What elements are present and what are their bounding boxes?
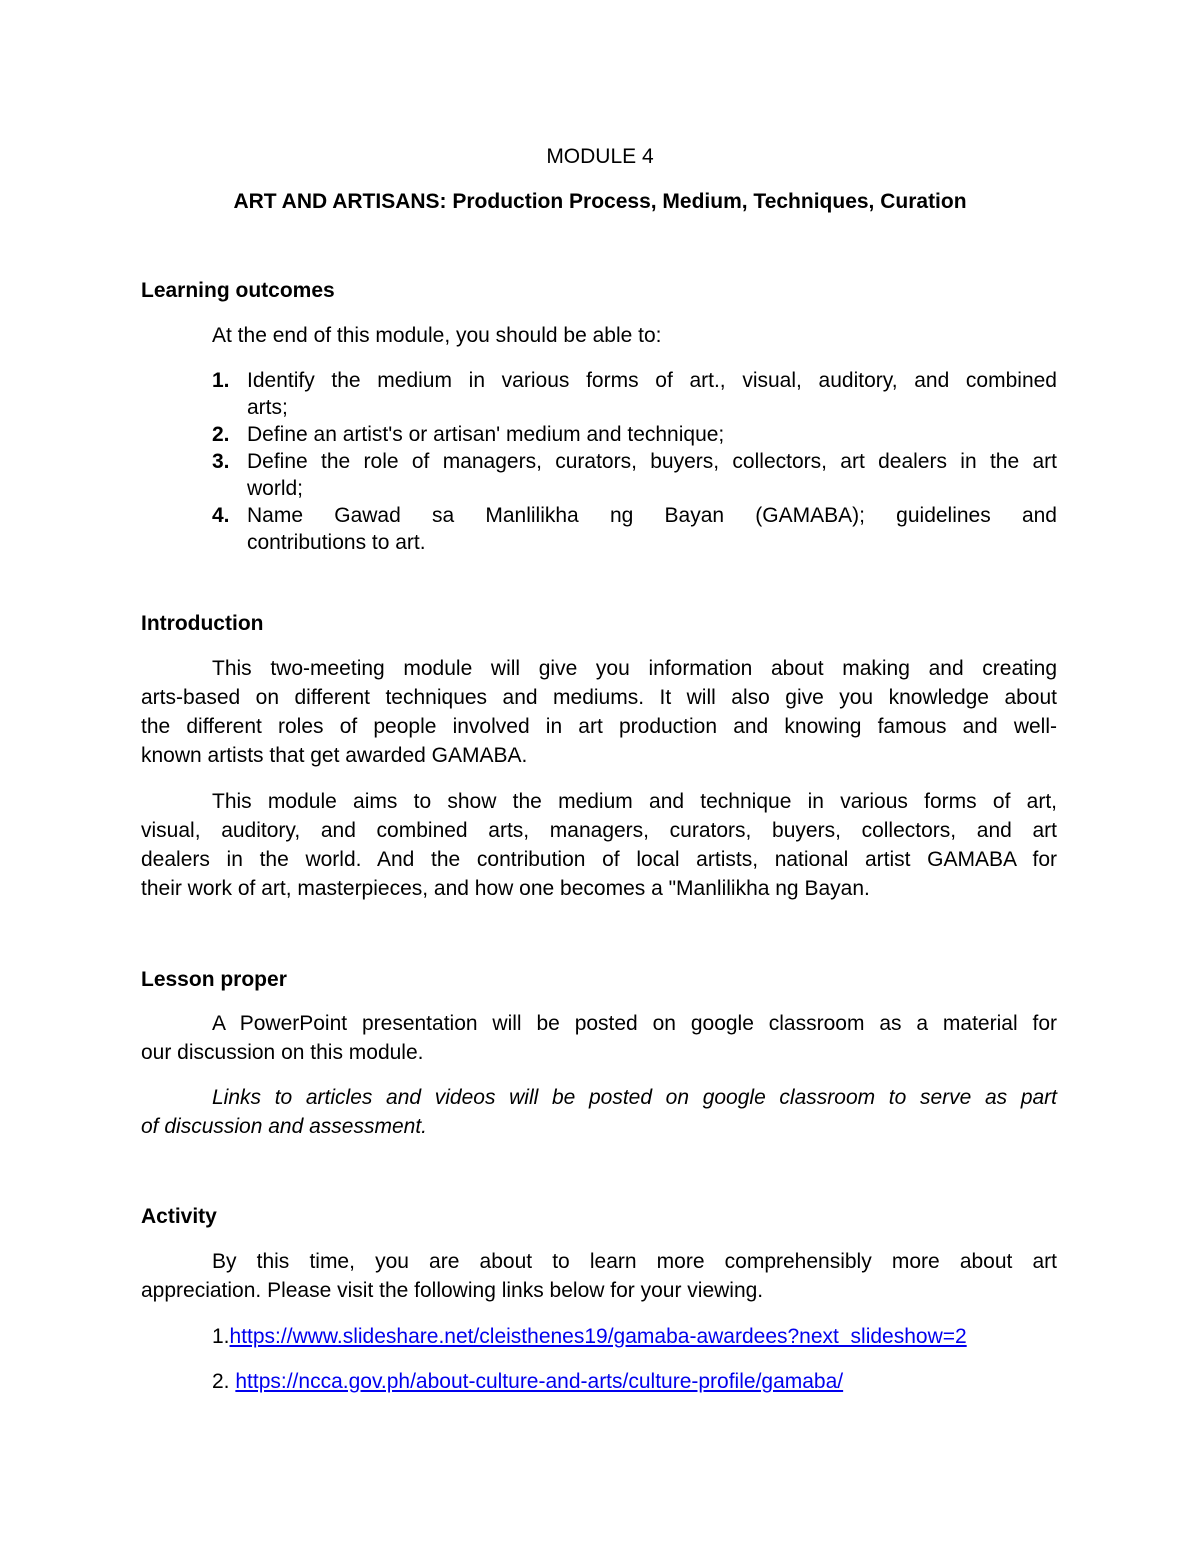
outcome-line: Define an artist's or artisan' medium and technique; xyxy=(247,423,725,446)
paragraph-line: A PowerPoint presentation will be posted on google classroom as a material for xyxy=(212,1012,1057,1035)
outcome-item xyxy=(247,421,1057,448)
outcome-line: Name Gawad sa Manlilikha ng Bayan (GAMABA); guidelines and xyxy=(247,504,1057,527)
activity-heading: Activity xyxy=(141,1205,217,1228)
paragraph-line: our discussion on this module. xyxy=(141,1041,424,1064)
activity-paragraph xyxy=(141,1247,1057,1305)
paragraph-line: visual, auditory, and combined arts, managers, curators, buyers, collectors, and art xyxy=(141,819,1057,842)
paragraph-line: By this time, you are about to learn more comprehensibly more about art xyxy=(212,1250,1057,1273)
slideshare-link[interactable]: https://www.slideshare.net/cleisthenes19/gamaba-awardees?next_slideshow=2 xyxy=(229,1325,967,1348)
lesson-proper-paragraph-2 xyxy=(141,1083,1057,1141)
outcome-number: 2. xyxy=(212,423,230,446)
link-prefix: 1. xyxy=(212,1325,230,1348)
outcome-line: arts; xyxy=(247,396,288,419)
outcome-line: Define the role of managers, curators, buyers, collectors, art dealers in the art xyxy=(247,450,1057,473)
paragraph-line: arts-based on different techniques and mediums. It will also give you knowledge about xyxy=(141,686,1057,709)
outcome-line: contributions to art. xyxy=(247,531,426,554)
lesson-proper-heading: Lesson proper xyxy=(141,968,287,991)
learning-outcomes-heading: Learning outcomes xyxy=(141,279,335,302)
ncca-link[interactable]: https://ncca.gov.ph/about-culture-and-arts/culture-profile/gamaba/ xyxy=(235,1370,844,1393)
outcome-item xyxy=(247,367,1057,421)
learning-outcomes-intro: At the end of this module, you should be able to: xyxy=(212,324,662,347)
outcome-item xyxy=(247,448,1057,502)
link-prefix: 2. xyxy=(212,1370,236,1393)
paragraph-line: appreciation. Please visit the following links below for your viewing. xyxy=(141,1279,764,1302)
lesson-proper-paragraph-1 xyxy=(141,1009,1057,1067)
paragraph-line: known artists that get awarded GAMABA. xyxy=(141,744,528,767)
paragraph-line: dealers in the world. And the contribution of local artists, national artist GAMABA for xyxy=(141,848,1057,871)
outcome-number: 3. xyxy=(212,450,230,473)
outcome-line: world; xyxy=(247,477,304,500)
introduction-paragraph-1 xyxy=(141,654,1057,770)
outcome-line: Identify the medium in various forms of art., visual, auditory, and combined xyxy=(247,369,1057,392)
paragraph-line: This two-meeting module will give you information about making and creating xyxy=(212,657,1057,680)
paragraph-line: Links to articles and videos will be posted on google classroom to serve as part xyxy=(212,1086,1057,1109)
module-title: MODULE 4 xyxy=(546,145,654,168)
activity-link-1 xyxy=(212,1322,967,1351)
paragraph-line: of discussion and assessment. xyxy=(141,1115,427,1138)
paragraph-line: This module aims to show the medium and technique in various forms of art, xyxy=(212,790,1057,813)
module-subtitle: ART AND ARTISANS: Production Process, Medium, Techniques, Curation xyxy=(233,190,967,213)
outcome-item xyxy=(247,502,1057,556)
paragraph-line: their work of art, masterpieces, and how one becomes a "Manlilikha ng Bayan. xyxy=(141,877,870,900)
outcome-number: 4. xyxy=(212,504,230,527)
paragraph-line: the different roles of people involved in art production and knowing famous and well- xyxy=(141,715,1057,738)
introduction-paragraph-2 xyxy=(141,787,1057,903)
outcome-number: 1. xyxy=(212,369,230,392)
introduction-heading: Introduction xyxy=(141,612,264,635)
activity-link-2 xyxy=(212,1367,843,1396)
